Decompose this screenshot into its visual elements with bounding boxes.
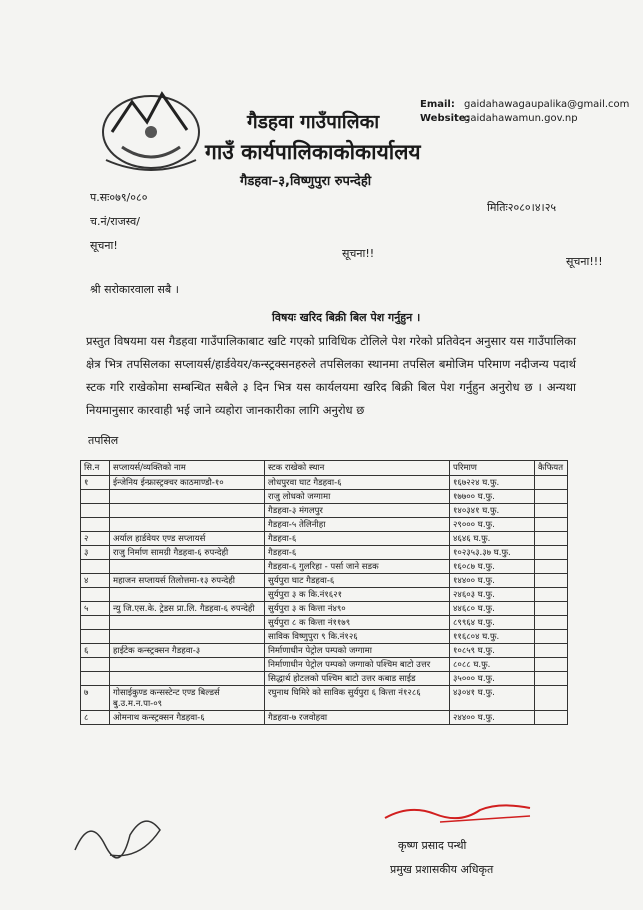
- table-row: [81, 546, 568, 560]
- cell-name: [110, 490, 265, 504]
- cell-remarks: [535, 686, 568, 711]
- cell-sn: ८: [81, 711, 110, 725]
- cell-name: [110, 504, 265, 518]
- cell-remarks: [535, 504, 568, 518]
- cell-place: सुर्यपुरा ८ क कित्ता नं११७९: [265, 616, 450, 630]
- table-row: [81, 602, 568, 616]
- cell-quantity: १०२३५३.३७ घ.फु.: [450, 546, 535, 560]
- cell-quantity: २९००० घ.फु.: [450, 518, 535, 532]
- cell-name: ईन्जेनिय ईन्फ्रास्ट्रक्चर काठमाण्डौ-१०: [110, 476, 265, 490]
- table-row: [81, 560, 568, 574]
- cell-quantity: ८०८८ घ.फु.: [450, 658, 535, 672]
- cell-quantity: २४४०० घ.फु.: [450, 711, 535, 725]
- table-row: [81, 532, 568, 546]
- cell-sn: ६: [81, 644, 110, 658]
- cell-sn: [81, 588, 110, 602]
- cell-sn: ७: [81, 686, 110, 711]
- notice-left: सूचना!: [90, 239, 118, 252]
- cell-sn: [81, 616, 110, 630]
- cell-place: गैडहवा-६ गुलरिहा - पर्सा जाने सडक: [265, 560, 450, 574]
- table-row: [81, 490, 568, 504]
- cell-place: सिद्धार्थ होटलको पश्चिम बाटो उत्तर कबाड साईड: [265, 672, 450, 686]
- letter-date: मितिः२०८०।४।२५: [487, 201, 557, 214]
- cell-remarks: [535, 546, 568, 560]
- cell-remarks: [535, 518, 568, 532]
- subject-line: विषयः खरिद बिक्री बिल पेश गर्नुहुन ।: [272, 311, 421, 324]
- table-row: [81, 672, 568, 686]
- website-value: gaidahawamun.gov.np: [464, 113, 578, 124]
- cell-place: राजु लोधको जग्गामा: [265, 490, 450, 504]
- cell-name: गोसाईकुण्ड कन्सस्टेन्ट एण्ड बिल्डर्स बु.उ.म.न.पा-०९: [110, 686, 265, 711]
- table-row: [81, 476, 568, 490]
- cell-remarks: [535, 672, 568, 686]
- cell-name: अर्याल हार्डवेयर एण्ड सप्लायर्स: [110, 532, 265, 546]
- cell-quantity: १४४०० घ.फु.: [450, 574, 535, 588]
- cell-quantity: ४४६८० घ.फु.: [450, 602, 535, 616]
- cell-remarks: [535, 602, 568, 616]
- cell-remarks: [535, 711, 568, 725]
- cell-place: सुर्यपुरा ३ क कि.नं१६२१: [265, 588, 450, 602]
- cell-name: [110, 560, 265, 574]
- dispatch-number: च.नं/राजस्व/: [90, 215, 140, 228]
- email-value: gaidahawagaupalika@gmail.com: [464, 99, 630, 110]
- cell-place: गैडहवा-३ मंगलपुर: [265, 504, 450, 518]
- cell-place: गैडहवा-६: [265, 532, 450, 546]
- table-row: [81, 616, 568, 630]
- table-row: [81, 588, 568, 602]
- cell-remarks: [535, 476, 568, 490]
- reference-number: प.सः०७९/०८०: [90, 191, 148, 204]
- table-header-row: [81, 461, 568, 476]
- cell-name: ओमनाथ कन्स्ट्रक्सन गैडहवा-६: [110, 711, 265, 725]
- cell-sn: २: [81, 532, 110, 546]
- table-row: [81, 574, 568, 588]
- addressee: श्री सरोकारवाला सबै ।: [90, 283, 179, 296]
- handwritten-initial-icon: [70, 805, 170, 865]
- table-row: [81, 518, 568, 532]
- cell-quantity: ३५००० घ.फु.: [450, 672, 535, 686]
- red-signature-icon: [380, 796, 540, 828]
- cell-place: निर्माणाधीन पेट्रोल पम्पको जग्गाको पश्चिम बाटो उत्तर: [265, 658, 450, 672]
- cell-sn: [81, 630, 110, 644]
- cell-name: महाजन सप्लायर्स तिलोत्तमा-१३ रुपन्देही: [110, 574, 265, 588]
- cell-name: [110, 518, 265, 532]
- cell-quantity: २४६०३ घ.फु.: [450, 588, 535, 602]
- website-label: Website:: [420, 113, 470, 124]
- cell-remarks: [535, 532, 568, 546]
- tapasil-heading: तपसिल: [88, 434, 119, 447]
- cell-name: हाईटेक कन्स्ट्रक्सन गैडहवा-३: [110, 644, 265, 658]
- table-row: [81, 686, 568, 711]
- cell-name: राजु निर्माण सामग्री गैडहवा-६ रुपन्देही: [110, 546, 265, 560]
- notice-right: सूचना!!!: [566, 255, 603, 268]
- cell-sn: [81, 658, 110, 672]
- notice-body: प्रस्तुत विषयमा यस गैडहवा गाउँपालिकाबाट खटि गएको प्राविधिक टोलिले पेश गरेको प्रतिवेदन अनुसार यस गाउँपालिका क्षेत्र भित्र तपसिलका सप्लायर्स/हार्डवेयर/कन्स्ट्रक्सनहरुले तपसिलका स्थानमा तपसिल बमोजिम परिमाण नदीजन्य पदार्थ स्टक गरि राखेकोमा सम्बन्धित सबैले ३ दिन भित्र यस कार्यलयमा खरिद बिक्री बिल पेश गर्नुहुन अनुरोध छ । अन्यथा नियमानुसार कारवाही भई जाने व्यहोरा जानकारीका लागि अनुरोध छ: [86, 334, 576, 417]
- cell-sn: [81, 560, 110, 574]
- cell-sn: ५: [81, 602, 110, 616]
- email-label: Email:: [420, 99, 455, 110]
- col-header-remarks: कैफियत: [535, 461, 568, 476]
- table-row: [81, 658, 568, 672]
- table-row: [81, 644, 568, 658]
- cell-remarks: [535, 616, 568, 630]
- cell-remarks: [535, 630, 568, 644]
- office-address: गैडहवा–३,विष्णुपुरा रुपन्देही: [240, 174, 372, 189]
- cell-sn: [81, 504, 110, 518]
- stock-table: [80, 460, 568, 725]
- cell-place: रघुनाथ घिमिरे को साविक सुर्यपुरा ६ कित्ता नं१२८६: [265, 686, 450, 711]
- cell-quantity: १७७०० घ.फु.: [450, 490, 535, 504]
- cell-place: गैडहवा-६: [265, 546, 450, 560]
- cell-quantity: ४६४६ घ.फु.: [450, 532, 535, 546]
- table-row: [81, 504, 568, 518]
- notice-center: सूचना!!: [342, 247, 375, 260]
- cell-name: [110, 672, 265, 686]
- cell-place: सुर्यपुरा ३ क कित्ता नं४९०: [265, 602, 450, 616]
- table-row: [81, 711, 568, 725]
- cell-remarks: [535, 574, 568, 588]
- cell-name: न्यु जि.एस.के. ट्रेडस प्रा.लि. गैडहवा-६ रुपन्देही: [110, 602, 265, 616]
- contact-block: [420, 98, 629, 126]
- cell-sn: ४: [81, 574, 110, 588]
- signatory-name: कृष्ण प्रसाद पन्थी: [398, 839, 467, 852]
- cell-remarks: [535, 644, 568, 658]
- signatory-title: प्रमुख प्रशासकीय अधिकृत: [390, 863, 494, 876]
- cell-name: [110, 616, 265, 630]
- table-row: [81, 630, 568, 644]
- nepal-emblem-icon: [92, 72, 210, 182]
- cell-sn: [81, 672, 110, 686]
- cell-remarks: [535, 588, 568, 602]
- cell-place: सुर्यपुरा घाट गैडहवा-६: [265, 574, 450, 588]
- cell-remarks: [535, 490, 568, 504]
- office-name: गाउँ कार्यपालिकाकोकार्यालय: [205, 140, 421, 164]
- cell-sn: [81, 490, 110, 504]
- cell-quantity: १६७२२४ घ.फु.: [450, 476, 535, 490]
- cell-name: [110, 658, 265, 672]
- col-header-place: स्टक राखेको स्थान: [265, 461, 450, 476]
- cell-name: [110, 630, 265, 644]
- cell-place: निर्माणाधीन पेट्रोल पम्पको जग्गामा: [265, 644, 450, 658]
- cell-place: गैडहवा-७ रजवोहवा: [265, 711, 450, 725]
- cell-quantity: १०८५९ घ.फु.: [450, 644, 535, 658]
- cell-quantity: ८९९६४ घ.फु.: [450, 616, 535, 630]
- cell-sn: १: [81, 476, 110, 490]
- col-header-quantity: परिमाण: [450, 461, 535, 476]
- municipality-name: गैडहवा गाउँपालिका: [247, 111, 380, 133]
- cell-name: [110, 588, 265, 602]
- cell-remarks: [535, 658, 568, 672]
- col-header-sn: सि.न: [81, 461, 110, 476]
- cell-quantity: १६०८७ घ.फु.: [450, 560, 535, 574]
- col-header-name: सप्लायर्स/व्यक्तिको नाम: [110, 461, 265, 476]
- cell-place: गैडहवा-५ तेलिनीहा: [265, 518, 450, 532]
- cell-place: साविक विष्णुपुरा ९ कि.नं१२६: [265, 630, 450, 644]
- cell-quantity: ११६८०४ घ.फु.: [450, 630, 535, 644]
- cell-remarks: [535, 560, 568, 574]
- cell-sn: ३: [81, 546, 110, 560]
- cell-sn: [81, 518, 110, 532]
- cell-quantity: ४३०४१ घ.फु.: [450, 686, 535, 711]
- cell-place: लोधपुरवा घाट गैडहवा-६: [265, 476, 450, 490]
- cell-quantity: १४०३४१ घ.फु.: [450, 504, 535, 518]
